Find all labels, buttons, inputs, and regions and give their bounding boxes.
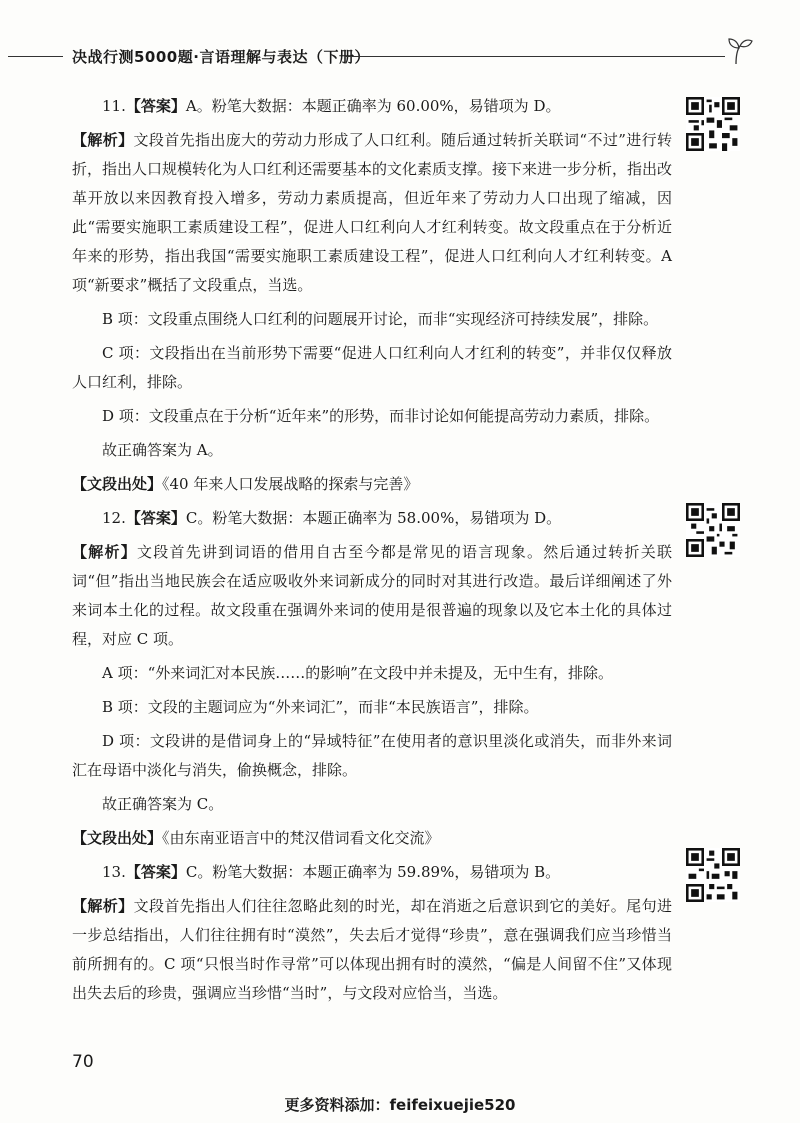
source-text: 《40 年来人口发展战略的探索与完善》 (162, 475, 419, 493)
header-rule-right (345, 56, 725, 57)
q12-answer: 12.【答案】C。粉笔大数据：本题正确率为 58.00%，易错项为 D。 (102, 509, 562, 527)
q11-option-d: D 项：文段重点在于分析“近年来”的形势，而非讨论如何能提高劳动力素质，排除。 (102, 407, 660, 425)
page-number: 70 (72, 1052, 94, 1072)
answer-text: A。粉笔大数据：本题正确率为 60.00%，易错项为 D。 (185, 97, 561, 115)
q13-analysis (72, 892, 672, 1008)
q12-conclusion: 故正确答案为 C。 (102, 795, 224, 813)
sprout-icon (722, 36, 754, 66)
qr-code-icon (686, 503, 740, 557)
q11-conclusion: 故正确答案为 A。 (102, 441, 223, 459)
qr-code-icon (686, 848, 740, 902)
q11-source (72, 470, 672, 499)
answer-explanations (72, 92, 672, 1013)
answer-tag: 【答案】 (125, 509, 186, 527)
source-tag: 【文段出处】 (72, 475, 163, 493)
analysis-tag: 【解析】 (72, 543, 137, 561)
analysis-tag: 【解析】 (72, 897, 134, 915)
analysis-text: 文段首先指出庞大的劳动力形成了人口红利。随后通过转折关联词“不过”进行转折，指出人口规模转化为人口红利还需要基本的文化素质支撑。接下来进一步分析，指出改革开放以来因教育投入增多，劳动力素质提高，但近年来了劳动力人口出现了缩减，因此“需要实施职工素质建设工程”，促进人口红利向人才红利转变。故文段重点在于分析近年来的形势，指出我国“需要实施职工素质建设工程”，促进人口红利向人才红利转变。A 项“新要求”概括了文段重点，当选。 (72, 131, 673, 294)
q13-answer: 13.【答案】C。粉笔大数据：本题正确率为 59.89%，易错项为 B。 (102, 863, 561, 881)
footer-note: 更多资料添加：feifeixuejie520 (284, 1096, 516, 1114)
qr-code-q11[interactable] (686, 97, 740, 151)
analysis-text: 文段首先指出人们往往忽略此刻的时光，却在消逝之后意识到它的美好。尾句进一步总结指出，人们往往拥有时“漠然”，失去后才觉得“珍贵”，意在强调我们应当珍惜当前所拥有的。C 项“只恨当时作寻常”可以体现出拥有时的漠然，“偏是人间留不住”又体现出失去后的珍贵，强调应当珍惜“当时”，与文段对应恰当，当选。 (72, 897, 672, 1002)
answer-tag: 【答案】 (125, 863, 186, 881)
q12-option-d: D 项：文段讲的是借词身上的“异域特征”在使用者的意识里淡化或消失，而非外来词汇在母语中淡化与消失，偷换概念，排除。 (72, 732, 672, 779)
analysis-tag: 【解析】 (72, 131, 134, 149)
q12-option-a: A 项：“外来词汇对本民族……的影响”在文段中并未提及，无中生有，排除。 (102, 664, 613, 682)
source-tag: 【文段出处】 (72, 829, 163, 847)
source-text: 《由东南亚语言中的梵汉借词看文化交流》 (162, 829, 440, 847)
header-rule-left (8, 56, 63, 57)
q11-answer: 11.【答案】A。粉笔大数据：本题正确率为 60.00%，易错项为 D。 (102, 97, 561, 115)
q12-option-b: B 项：文段的主题词应为“外来词汇”，而非“本民族语言”，排除。 (102, 698, 539, 716)
q11-option-b: B 项：文段重点围绕人口红利的问题展开讨论，而非“实现经济可持续发展”，排除。 (102, 310, 659, 328)
qr-code-icon (686, 97, 740, 151)
answer-text: C。粉笔大数据：本题正确率为 58.00%，易错项为 D。 (185, 509, 562, 527)
qr-code-q13[interactable] (686, 848, 740, 902)
q12-source (72, 824, 672, 853)
book-title: 决战行测5000题·言语理解与表达（下册） (72, 48, 370, 66)
q12-analysis (72, 538, 672, 654)
analysis-text: 文段首先讲到词语的借用自古至今都是常见的语言现象。然后通过转折关联词“但”指出当地民族会在适应吸收外来词新成分的同时对其进行改造。最后详细阐述了外来词本土化的过程。故文段重在强调外来词的使用是很普遍的现象以及它本土化的具体过程，对应 C 项。 (72, 543, 672, 648)
answer-tag: 【答案】 (125, 97, 186, 115)
q11-option-c: C 项：文段指出在当前形势下需要“促进人口红利向人才红利的转变”，并非仅仅释放人口红利，排除。 (72, 344, 672, 391)
answer-text: C。粉笔大数据：本题正确率为 59.89%，易错项为 B。 (185, 863, 561, 881)
qr-code-q12[interactable] (686, 503, 740, 557)
q11-analysis (72, 126, 672, 300)
running-header (0, 44, 800, 70)
